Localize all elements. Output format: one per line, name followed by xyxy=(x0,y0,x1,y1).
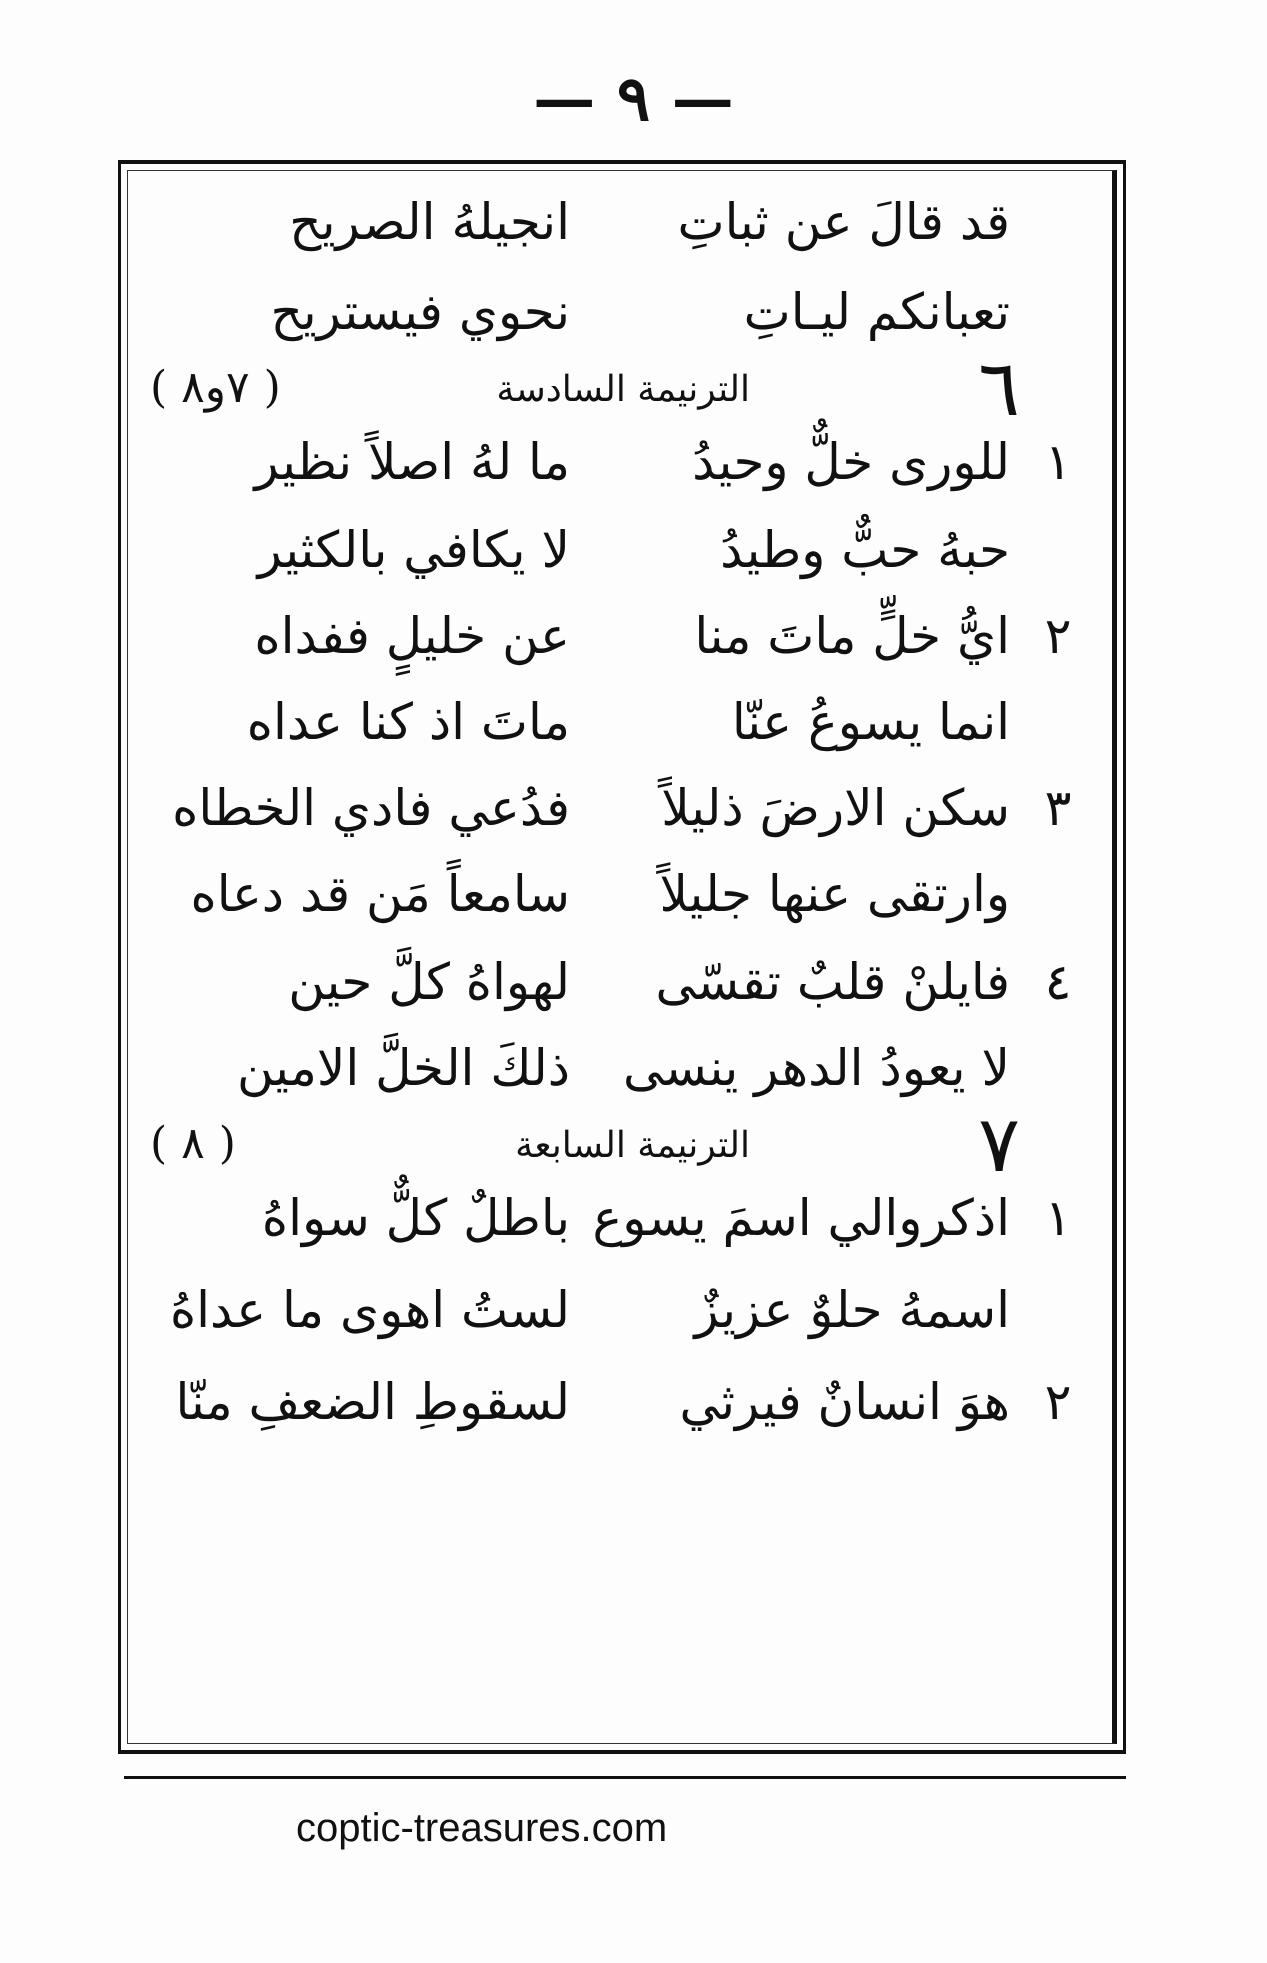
verse-second-hemistich: نحوي فيستريح xyxy=(270,283,570,341)
verse-line xyxy=(150,1260,1080,1360)
verse-second-hemistich: باطلٌ كلٌّ سواهُ xyxy=(261,1189,570,1247)
verse-second-hemistich: انجيلهُ الصريح xyxy=(289,193,570,251)
bottom-rule xyxy=(124,1776,1126,1779)
hymn-reference: ( ٨ ) xyxy=(150,1118,236,1169)
verse-second-hemistich: لا يكافي بالكثير xyxy=(257,521,570,579)
verse-line xyxy=(150,172,1080,272)
verse-second-hemistich: فدُعي فادي الخطاه xyxy=(172,779,570,837)
verse-line xyxy=(150,262,1080,362)
verse-first-hemistich: لا يعودُ الدهر ينسى xyxy=(623,1039,1010,1097)
verse-second-hemistich: لسقوطِ الضعفِ منّا xyxy=(175,1373,570,1431)
verse-line xyxy=(150,844,1080,944)
verse-first-hemistich: سكن الارضَ ذليلاً xyxy=(661,779,1010,837)
verse-line xyxy=(150,1352,1080,1452)
verse-first-hemistich: انما يسوعُ عنّا xyxy=(731,693,1010,751)
verse-line xyxy=(150,1018,1080,1118)
verse-second-hemistich: ذلكَ الخلَّ الامين xyxy=(236,1039,570,1097)
verse-first-hemistich: تعبانكم ليـاتِ xyxy=(743,283,1010,341)
verse-line xyxy=(150,932,1080,1032)
verse-second-hemistich: لستُ اهوى ما عداهُ xyxy=(169,1281,570,1339)
hymn-title: الترنيمة السادسة xyxy=(496,369,750,410)
hymn-number: ٦ xyxy=(978,344,1020,434)
verse-number: ٤ xyxy=(1044,953,1072,1011)
verse-number: ١ xyxy=(1044,433,1072,491)
hymn-reference: ( ٧و٨ ) xyxy=(150,362,281,413)
verse-second-hemistich: ماتَ اذ كنا عداه xyxy=(246,693,570,751)
verse-line xyxy=(150,586,1080,686)
verse-first-hemistich: قد قالَ عن ثباتِ xyxy=(677,193,1010,251)
verse-number: ٢ xyxy=(1044,607,1072,665)
verse-line xyxy=(150,758,1080,858)
verse-line xyxy=(150,672,1080,772)
verse-second-hemistich: عن خليلٍ ففداه xyxy=(254,607,570,665)
verse-second-hemistich: ما لهُ اصلاً نظير xyxy=(254,433,570,491)
verse-first-hemistich: ايُّ خلٍّ ماتَ منا xyxy=(694,607,1010,665)
verse-line xyxy=(150,1168,1080,1268)
verse-first-hemistich: فايلنْ قلبٌ تقسّى xyxy=(655,953,1010,1011)
verse-second-hemistich: لهواهُ كلَّ حين xyxy=(288,953,570,1011)
verse-number: ٣ xyxy=(1044,779,1072,837)
page-number: — ٩ — xyxy=(533,62,734,135)
hymn-title: الترنيمة السابعة xyxy=(515,1125,750,1166)
verse-line xyxy=(150,500,1080,600)
verse-first-hemistich: اذكروالي اسمَ يسوع xyxy=(592,1189,1010,1247)
verse-first-hemistich: وارتقى عنها جليلاً xyxy=(659,865,1010,923)
verse-first-hemistich: هوَ انسانٌ فيرثي xyxy=(679,1373,1010,1431)
hymn-number: ٧ xyxy=(978,1100,1020,1190)
verse-line xyxy=(150,412,1080,512)
verse-first-hemistich: للورى خلٌّ وحيدُ xyxy=(692,433,1010,491)
footer-website: coptic-treasures.com xyxy=(296,1806,668,1850)
verse-first-hemistich: اسمهُ حلوٌ عزيزٌ xyxy=(694,1281,1010,1339)
verse-number: ٢ xyxy=(1044,1373,1072,1431)
verse-second-hemistich: سامعاً مَن قد دعاه xyxy=(190,865,570,923)
verse-first-hemistich: حبهُ حبٌّ وطيدُ xyxy=(720,521,1010,579)
verse-number: ١ xyxy=(1044,1189,1072,1247)
